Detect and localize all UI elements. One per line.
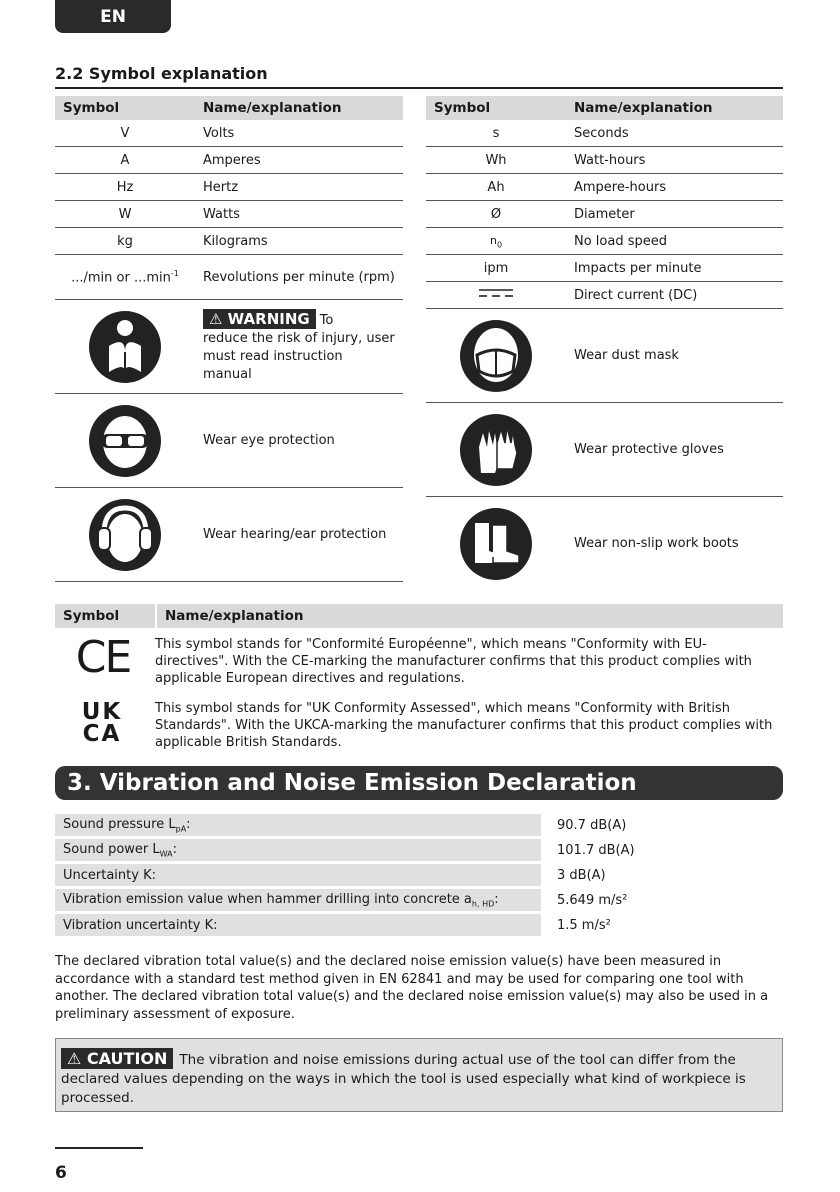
table-row bbox=[55, 255, 403, 300]
vibration-label: Sound power $L_{WA}$: bbox=[55, 839, 541, 861]
header-symbol: Symbol bbox=[55, 96, 195, 120]
unit-name: Watts bbox=[195, 201, 403, 228]
caution-box bbox=[55, 1038, 783, 1112]
icon-cell bbox=[426, 403, 566, 497]
unit-symbol: W bbox=[55, 201, 195, 228]
table-row bbox=[55, 120, 403, 147]
language-label: EN bbox=[100, 6, 126, 27]
footer-rule bbox=[55, 1147, 143, 1149]
hearing-protection-icon bbox=[88, 498, 162, 572]
symbol-table-left bbox=[55, 96, 403, 582]
unit-symbol: Wh bbox=[426, 147, 566, 174]
icon-explanation: ⚠ WARNING To reduce the risk of injury, user must read instruction manual bbox=[195, 300, 403, 394]
unit-name: Hertz bbox=[195, 174, 403, 201]
unit-symbol bbox=[426, 282, 566, 309]
vibration-label: Vibration emission value when hammer drilling into concrete $a_{h, HD}$: bbox=[55, 889, 541, 911]
section-3-title: 3. Vibration and Noise Emission Declaration bbox=[67, 770, 637, 796]
vibration-label: Vibration uncertainty K: bbox=[55, 914, 541, 936]
table-row bbox=[55, 394, 403, 488]
declaration-paragraph: The declared vibration total value(s) and the declared noise emission value(s) have been measured in accordance with a standard test method given in EN 62841 and may be used for comparing one tool with another. The declared vibration total value(s) and the declared noise emission value(s) may also be used in a preliminary assessment of exposure. bbox=[55, 954, 769, 1022]
symbol-table-right bbox=[426, 96, 783, 590]
table-row bbox=[426, 255, 783, 282]
caution-text: The vibration and noise emissions during actual use of the tool can differ from the declared values depending on the ways in which the tool is used especially what kind of workpiece is processed. bbox=[61, 1052, 746, 1106]
table-header-row bbox=[55, 96, 403, 120]
table-row bbox=[55, 228, 403, 255]
table-row bbox=[55, 889, 783, 911]
header-name: Name/explanation bbox=[195, 96, 403, 120]
table-row bbox=[426, 403, 783, 497]
work-boots-icon bbox=[459, 507, 533, 581]
page-number: 6 bbox=[55, 1163, 67, 1183]
table-row bbox=[55, 488, 403, 582]
dust-mask-icon bbox=[459, 319, 533, 393]
icon-cell bbox=[55, 300, 195, 394]
icon-explanation: Wear protective gloves bbox=[566, 403, 783, 497]
vibration-value: 5.649 m/s² bbox=[557, 892, 628, 908]
caution-warning-icon: ⚠ bbox=[67, 1049, 82, 1068]
table-row bbox=[55, 147, 403, 174]
ce-mark-symbol: CE bbox=[75, 632, 131, 683]
vibration-value: 90.7 dB(A) bbox=[557, 817, 627, 833]
unit-name: Diameter bbox=[566, 201, 783, 228]
unit-symbol: .../min or $...\min^{-1}$ bbox=[55, 255, 195, 300]
warning-text: reduce the risk of injury, user must read instruction manual bbox=[203, 331, 395, 382]
ukca-mark-symbol: UK CA bbox=[81, 699, 123, 747]
table-row bbox=[55, 839, 783, 861]
icon-explanation: Wear non-slip work boots bbox=[574, 536, 739, 551]
icon-explanation: Wear eye protection bbox=[195, 394, 403, 488]
language-tab bbox=[55, 0, 171, 33]
section-rule bbox=[55, 87, 783, 89]
unit-name: Kilograms bbox=[195, 228, 403, 255]
table-row bbox=[55, 914, 783, 936]
direct-current-icon bbox=[479, 287, 513, 299]
header-symbol: Symbol bbox=[426, 96, 566, 120]
warning-badge: ⚠ WARNING bbox=[203, 309, 316, 329]
icon-explanation: Wear hearing/ear protection bbox=[195, 488, 403, 582]
unit-symbol: $n_0$ bbox=[426, 228, 566, 255]
table-row bbox=[426, 147, 783, 174]
table-row bbox=[55, 300, 403, 394]
section-title: 2.2 Symbol explanation bbox=[55, 64, 268, 83]
table-row bbox=[426, 282, 783, 309]
icon-cell bbox=[426, 309, 566, 403]
unit-name: Direct current (DC) bbox=[566, 282, 783, 309]
unit-name: Volts bbox=[195, 120, 403, 147]
unit-symbol: Ah bbox=[426, 174, 566, 201]
read-manual-icon bbox=[88, 310, 162, 384]
header-name: Name/explanation bbox=[165, 608, 304, 624]
table-row bbox=[55, 864, 783, 886]
vibration-label: Sound pressure $L_{pA}$: bbox=[55, 814, 541, 836]
header-name: Name/explanation bbox=[566, 96, 783, 120]
icon-cell bbox=[55, 394, 195, 488]
ukca-explanation: This symbol stands for "UK Conformity Assessed", which means "Conformity with British Standards". With the UKCA-marking the manufacturer confirms that this product complies with applicable British Standards. bbox=[155, 701, 773, 750]
vibration-noise-table bbox=[55, 811, 783, 939]
unit-name: Revolutions per minute (rpm) bbox=[195, 255, 403, 300]
table-row bbox=[426, 228, 783, 255]
icon-cell bbox=[426, 497, 566, 591]
vibration-value: 101.7 dB(A) bbox=[557, 842, 635, 858]
section-3-title-bar bbox=[55, 766, 783, 800]
unit-symbol: s bbox=[426, 120, 566, 147]
table-row bbox=[426, 309, 783, 403]
unit-name: No load speed bbox=[566, 228, 783, 255]
protective-gloves-icon bbox=[459, 413, 533, 487]
vibration-value: 1.5 m/s² bbox=[557, 917, 611, 933]
table-row bbox=[55, 174, 403, 201]
table-row bbox=[426, 201, 783, 228]
vibration-value: 3 dB(A) bbox=[557, 867, 606, 883]
unit-symbol: Hz bbox=[55, 174, 195, 201]
unit-name: Watt-hours bbox=[566, 147, 783, 174]
unit-symbol: A bbox=[55, 147, 195, 174]
icon-cell bbox=[55, 488, 195, 582]
table-row bbox=[426, 497, 783, 591]
unit-symbol: kg bbox=[55, 228, 195, 255]
header-symbol: Symbol bbox=[63, 608, 120, 624]
eye-protection-icon bbox=[88, 404, 162, 478]
table-row bbox=[426, 120, 783, 147]
unit-name: Seconds bbox=[566, 120, 783, 147]
unit-symbol: Ø bbox=[426, 201, 566, 228]
unit-symbol: V bbox=[55, 120, 195, 147]
table-row bbox=[426, 174, 783, 201]
table-row bbox=[55, 814, 783, 836]
table-header-row bbox=[426, 96, 783, 120]
caution-badge: ⚠ CAUTION bbox=[61, 1048, 173, 1069]
unit-symbol: ipm bbox=[426, 255, 566, 282]
icon-explanation: Wear dust mask bbox=[566, 309, 783, 403]
ce-table-header bbox=[55, 604, 783, 628]
table-row bbox=[55, 201, 403, 228]
vibration-label: Uncertainty K: bbox=[55, 864, 541, 886]
unit-name: Amperes bbox=[195, 147, 403, 174]
ce-explanation: This symbol stands for "Conformité Européenne", which means "Conformity with EU-directives". With the CE-marking the manufacturer confirms that this product complies with applicable European directives and regulations. bbox=[155, 637, 752, 686]
unit-name: Impacts per minute bbox=[566, 255, 783, 282]
unit-name: Ampere-hours bbox=[566, 174, 783, 201]
